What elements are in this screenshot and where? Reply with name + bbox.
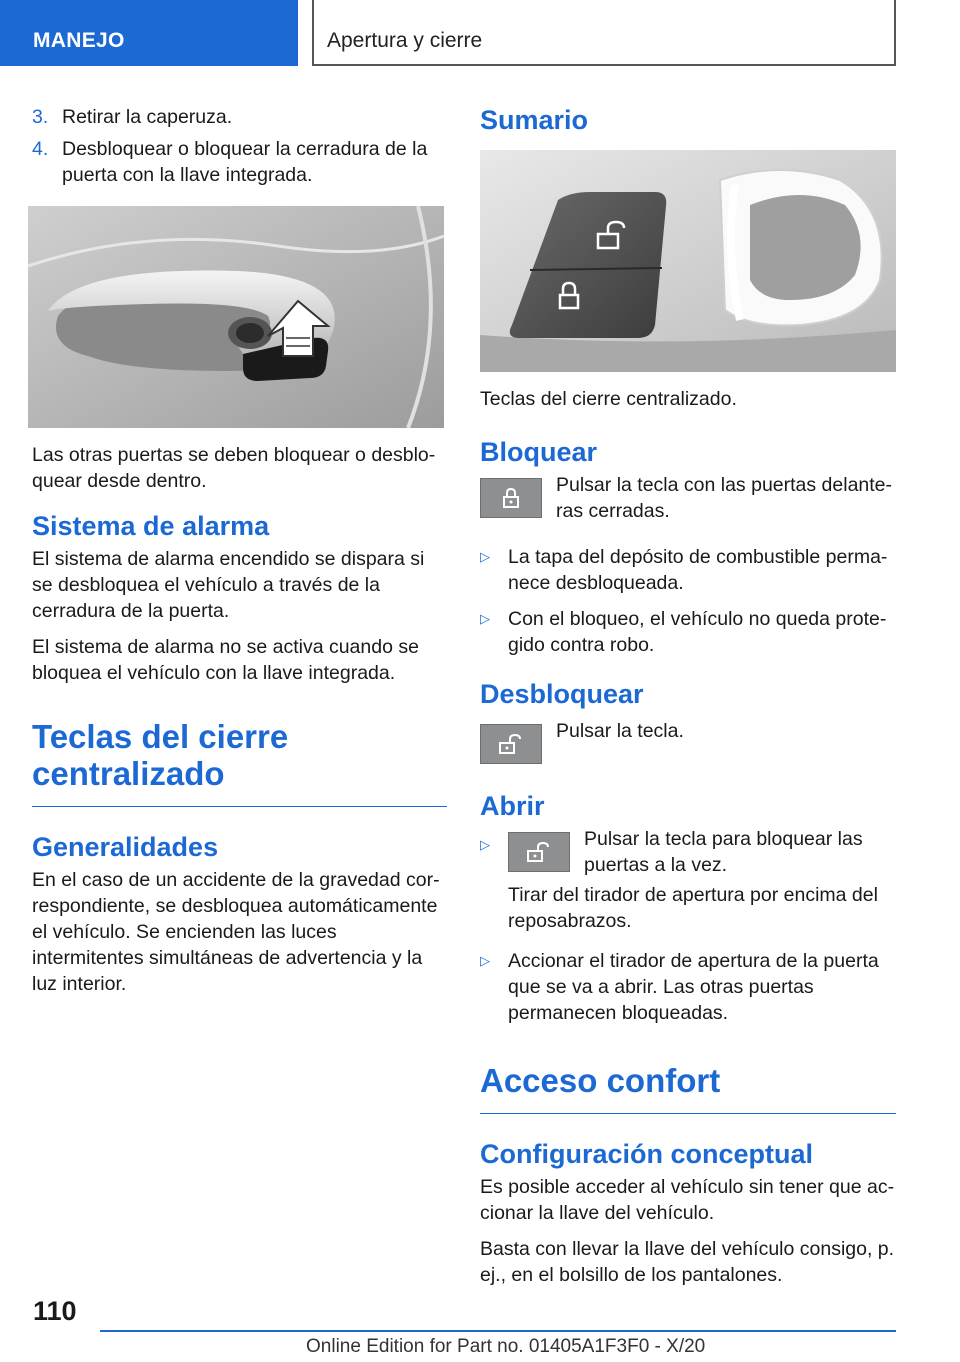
heading-general: Generalidades <box>32 832 219 862</box>
bullet-item <box>480 606 896 658</box>
heading-open: Abrir <box>480 791 545 821</box>
bullet-text: Con el bloqueo, el vehículo no queda protegido contra robo. <box>508 608 887 656</box>
lock-instruction-text: Pulsar la tecla con las puertas delanteras cerradas. <box>556 474 893 522</box>
left-column <box>32 104 448 1007</box>
heading-central-locking-buttons: Teclas del cierre centralizado <box>32 718 447 807</box>
triangle-right-icon: ▷ <box>480 611 490 626</box>
step-text: Retirar la caperuza. <box>62 106 233 128</box>
central-locking-buttons-photo <box>480 150 896 372</box>
step-item <box>32 104 448 130</box>
caption-central-locking: Teclas del cierre centralizado. <box>480 388 737 410</box>
triangle-right-icon: ▷ <box>480 953 490 968</box>
bullet-text: Accionar el tirador de apertura de la puerta que se va a abrir. Las otras puertas permanecen bloqueadas. <box>508 950 879 1024</box>
paragraph-concept-1: Es posible acceder al vehículo sin tener que accionar la llave del vehículo. <box>480 1176 895 1224</box>
bullet-item <box>480 544 896 596</box>
paragraph-other-doors: Las otras puertas se deben bloquear o desbloquear desde dentro. <box>32 444 436 492</box>
step-item <box>32 136 448 188</box>
footer-edition: Online Edition for Part no. 01405A1F3F0 - X/20 <box>306 1336 706 1357</box>
page-number: 110 <box>33 1296 77 1326</box>
open-bullet-subtext: Tirar del tirador de apertura por encima del reposabrazos. <box>508 884 878 932</box>
heading-alarm-system: Sistema de alarma <box>32 511 270 541</box>
unlock-instruction <box>480 720 896 764</box>
header-chapter-box <box>312 0 896 66</box>
unlock-instruction-text: Pulsar la tecla. <box>556 720 684 742</box>
lock-open-icon <box>508 832 570 872</box>
header-section-tab <box>0 0 298 66</box>
lock-open-icon <box>480 724 542 764</box>
right-column <box>480 104 896 1298</box>
footer-divider <box>100 1330 896 1332</box>
paragraph-alarm-2: El sistema de alarma no se activa cuando se bloquea el vehículo con la llave integrada. <box>32 636 419 684</box>
open-bullet-text: Pulsar la tecla para bloquear las puertas a la vez. <box>584 828 863 876</box>
step-number: 3. <box>32 106 49 128</box>
triangle-right-icon: ▷ <box>480 549 490 564</box>
heading-unlock: Desbloquear <box>480 679 644 709</box>
bullet-text: La tapa del depósito de combustible permanece desbloqueada. <box>508 546 888 594</box>
heading-concept: Configuración conceptual <box>480 1139 814 1169</box>
heading-comfort-access: Acceso confort <box>480 1062 896 1114</box>
triangle-right-icon: ▷ <box>480 837 490 852</box>
paragraph-alarm-1: El sistema de alarma encendido se dispara si se desbloquea el vehículo a través de la cerradura de la puerta. <box>32 548 425 622</box>
heading-lock: Bloquear <box>480 437 598 467</box>
bullet-item <box>480 948 896 1026</box>
paragraph-general: En el caso de un accidente de la gravedad correspondiente, se desbloquea automáticamente el vehículo. Se encienden las luces intermitentes simultáneas de advertencia y la luz interior. <box>32 869 440 995</box>
step-number: 4. <box>32 138 49 160</box>
bullet-item <box>480 828 896 944</box>
paragraph-concept-2: Basta con llevar la llave del vehículo consigo, p. ej., en el bolsillo de los pantalones. <box>480 1238 895 1286</box>
header-section-label: MANEJO <box>33 29 125 52</box>
heading-summary: Sumario <box>480 105 589 135</box>
step-text: Desbloquear o bloquear la cerradura de la puerta con la llave integrada. <box>62 138 428 186</box>
lock-instruction <box>480 474 896 524</box>
door-handle-key-photo <box>28 206 444 428</box>
header-chapter-label: Apertura y cierre <box>327 29 483 52</box>
lock-closed-icon <box>480 478 542 518</box>
